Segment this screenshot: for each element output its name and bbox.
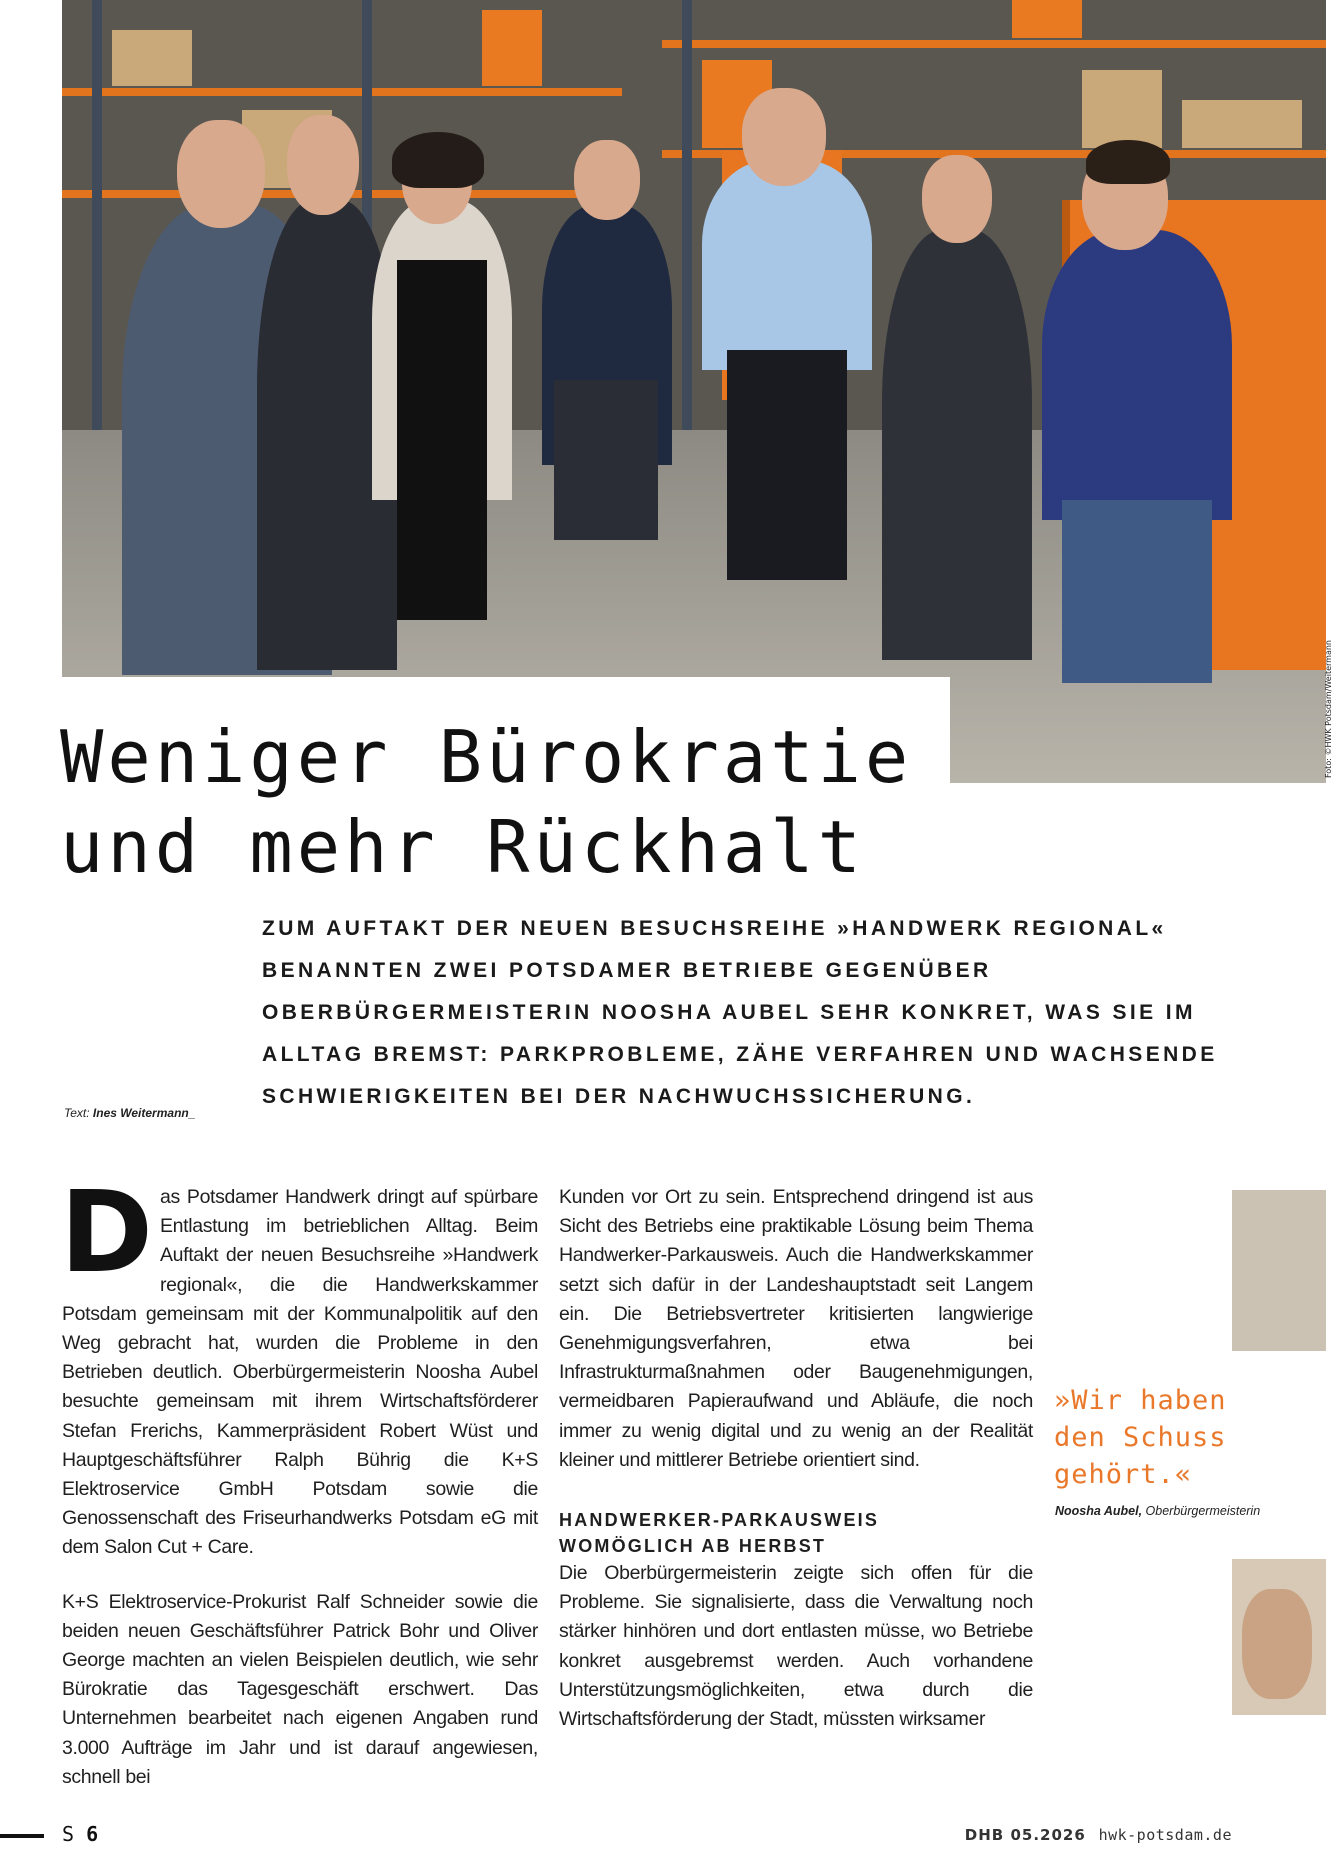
subheading xyxy=(559,1507,1033,1559)
person-head xyxy=(742,88,826,186)
paragraph: K+S Elektroservice-Prokurist Ralf Schneider sowie die beiden neuen Geschäftsführer Patrick Bohr und Oliver George machten an vielen Beispielen deutlich, wie sehr Bürokratie das Tagesgeschäft erschwert. Das Unternehmen bearbeitet nach eigenen Angaben rund 3.000 Aufträge im Jahr und ist darauf angewiesen, schnell bei xyxy=(62,1590,538,1788)
person-legs xyxy=(397,260,487,620)
website-link[interactable]: hwk-potsdam.de xyxy=(1098,1826,1232,1844)
photo-credit: Foto: ©HWK Potsdam/Weitermann xyxy=(1324,640,1333,779)
article-headline xyxy=(60,712,960,892)
byline-author: Ines Weitermann_ xyxy=(92,1106,196,1120)
chair-shape xyxy=(1242,1589,1312,1699)
page-prefix: S xyxy=(62,1822,75,1846)
footer-rule xyxy=(0,1834,44,1838)
hero-photo xyxy=(62,0,1333,783)
shelf-post xyxy=(92,0,102,430)
sidebar-photo xyxy=(1232,1190,1326,1351)
drop-cap: D xyxy=(60,1168,153,1298)
page-number-value: 6 xyxy=(86,1822,99,1846)
quote-role: Oberbürgermeisterin xyxy=(1145,1504,1261,1518)
carton xyxy=(1082,70,1162,148)
shelf-beam xyxy=(62,88,622,96)
subheading-line-2: WOMÖGLICH AB HERBST xyxy=(559,1536,827,1557)
person-head xyxy=(574,140,640,220)
issue-label: DHB 05.2026 xyxy=(964,1826,1086,1844)
quote-attribution xyxy=(1055,1504,1260,1518)
person-legs xyxy=(1062,500,1212,683)
quote-name: Noosha Aubel, xyxy=(1055,1504,1143,1518)
byline xyxy=(64,1106,195,1120)
sidebar-photo xyxy=(1232,1559,1326,1715)
person-legs xyxy=(554,380,658,540)
page-number xyxy=(62,1822,98,1846)
person-head xyxy=(287,115,359,215)
person-silhouette xyxy=(882,230,1032,660)
person-silhouette xyxy=(702,160,872,370)
footer-info xyxy=(965,1826,1232,1844)
shelf-beam xyxy=(662,40,1326,48)
paragraph xyxy=(60,1168,538,1563)
paragraph: Kunden vor Ort zu sein. Entsprechend dringend ist aus Sicht des Betriebs eine praktikable Lösung beim Thema Handwerker-Parkausweis. Auch die Handwerkskammer setzt sich dafür in der Landeshauptstadt seit Langem ein. Die Betriebsvertreter kritisierten langwierige Genehmigungsverfahren, etwa bei Infrastrukturmaßnahmen oder Baugenehmigungen, vermeidbaren Papieraufwand und Abläufe, die noch immer zu wenig digital und zu wenig an der Realität kleiner und mittlerer Betriebe orientiert sind. xyxy=(559,1186,1033,1471)
paragraph: Die Oberbürgermeisterin zeigte sich offen für die Probleme. Sie signalisierte, dass die Verwaltung noch stärker hinhören und dort entlasten müsse, wo Betriebe konkret ausgebremst werden. Auch vorhandene Unterstützungsmöglichkeiten, etwa durch die Wirtschaftsförderung der Stadt, müssten wirksamer xyxy=(559,1562,1033,1731)
headline-line-1: Weniger Bürokratie xyxy=(60,715,913,799)
body-column-left xyxy=(60,1168,538,1817)
person-hair xyxy=(1086,140,1170,184)
article-lead: ZUM AUFTAKT DER NEUEN BESUCHSREIHE »HANDWERK REGIONAL« BENANNTEN ZWEI POTSDAMER BETRIEBE GEGENÜBER OBERBÜRGERMEISTERIN NOOSHA AUBEL SEHR KONKRET, WAS SIE IM ALLTAG BREMST: PARKPROBLEME, ZÄHE VERFAHREN UND WACHSENDE SCHWIERIGKEITEN BEI DER NACHWUCHSSICHERUNG. xyxy=(262,917,1218,1108)
body-column-middle xyxy=(559,1183,1033,1759)
headline-line-2: und mehr Rückhalt xyxy=(60,805,865,889)
person-legs xyxy=(727,350,847,580)
person-head xyxy=(177,120,265,228)
carton xyxy=(1182,100,1302,148)
person-head xyxy=(922,155,992,243)
person-silhouette xyxy=(1042,230,1232,520)
paragraph-text: as Potsdamer Handwerk dringt auf spürbare Entlastung im betrieblichen Alltag. Beim Auftakt der neuen Besuchsreihe »Handwerk regional«, die die Handwerkskammer Potsdam gemeinsam mit der Kommunalpolitik auf den Weg gebracht hat, wurden die Probleme in den Betrieben deutlich. Oberbürgermeisterin Noosha Aubel besuchte gemeinsam mit ihrem Wirtschaftsförderer Stefan Frerichs, Kammerpräsident Robert Wüst und Hauptgeschäftsführer Ralph Bührig die K+S Elektroservice GmbH Potsdam sowie die Genossenschaft des Friseurhandwerks Potsdam eG mit dem Salon Cut + Care. xyxy=(62,1186,538,1559)
shelf-post xyxy=(682,0,692,430)
carton xyxy=(112,30,192,86)
byline-prefix: Text: xyxy=(64,1106,90,1120)
person-hair xyxy=(392,132,484,188)
subheading-line-1: HANDWERKER-PARKAUSWEIS xyxy=(559,1510,880,1531)
pull-quote: »Wir haben den Schuss gehört.« xyxy=(1054,1385,1227,1490)
orange-box xyxy=(482,10,542,86)
orange-box xyxy=(1012,0,1082,38)
